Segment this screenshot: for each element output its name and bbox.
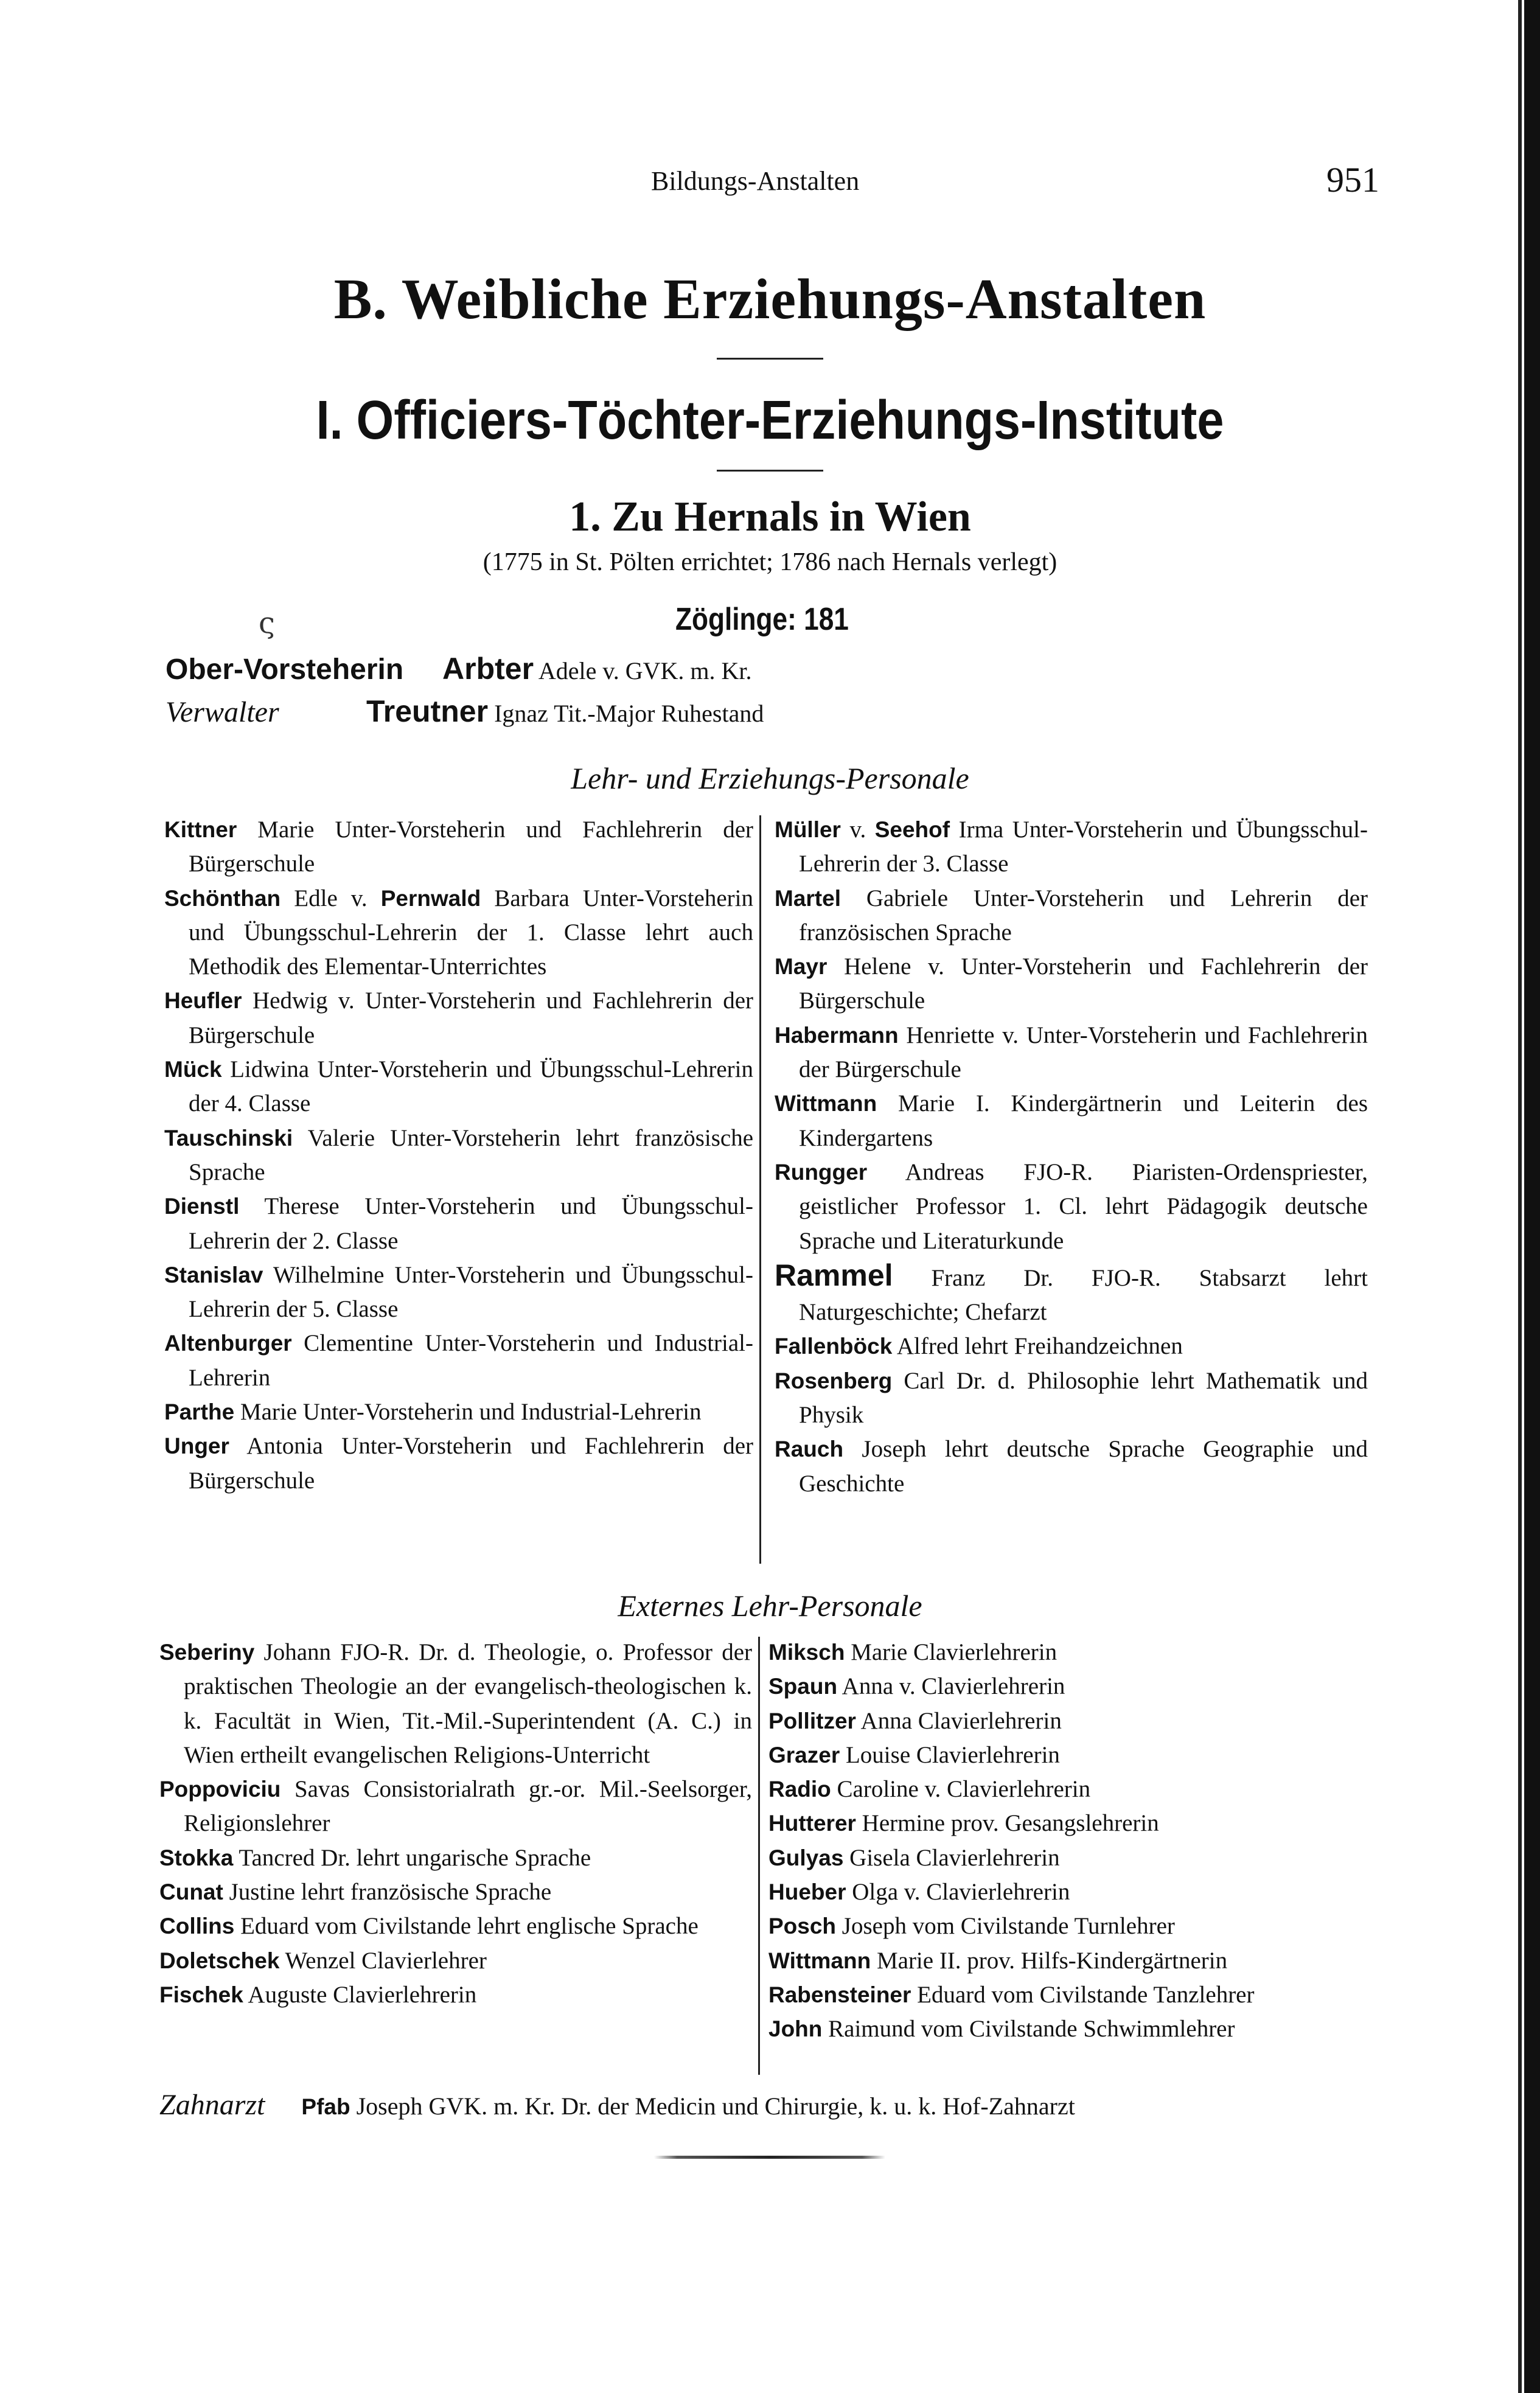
title-rule-2 xyxy=(717,470,823,472)
list-item xyxy=(768,1704,1377,1738)
column-divider xyxy=(758,1637,760,2075)
person-name: Rabensteiner xyxy=(768,1982,911,2007)
staff-heading: Lehr- und Erziehungs-Personale xyxy=(571,761,969,795)
person-name: Pollitzer xyxy=(768,1708,856,1733)
person-name: Mayr xyxy=(775,954,827,980)
person-details: Therese Unter-Vorsteherin und Übungsschul-Lehrerin der 2. Classe xyxy=(189,1193,753,1254)
list-item xyxy=(768,1806,1377,1841)
list-item xyxy=(159,1944,752,1978)
list-item xyxy=(768,1841,1377,1875)
list-item xyxy=(164,1326,753,1395)
list-item xyxy=(164,1258,753,1327)
person-name: Parthe xyxy=(164,1399,235,1425)
person-details: Justine lehrt französische Sprache xyxy=(229,1879,552,1906)
person-name: Rauch xyxy=(775,1437,844,1462)
person-details: Wilhelmine Unter-Vorsteherin und Übungsschul-Lehrerin der 5. Classe xyxy=(189,1261,753,1323)
person-name: Rammel xyxy=(775,1258,893,1292)
main-title: B. Weibliche Erziehungs-Anstalten xyxy=(333,268,1207,331)
list-item xyxy=(159,1772,752,1841)
list-item xyxy=(775,882,1368,950)
list-item xyxy=(775,1432,1368,1501)
person-details: Louise Clavierlehrerin xyxy=(845,1741,1060,1768)
person-details: Gabriele Unter-Vorsteherin und Lehrerin der französischen Sprache xyxy=(799,885,1368,946)
list-item xyxy=(768,1738,1377,1772)
person-name: Spaun xyxy=(768,1674,838,1699)
official-details: Ignaz Tit.-Major Ruhestand xyxy=(494,700,764,727)
person-details: Anna Clavierlehrerin xyxy=(860,1707,1062,1734)
person-details: Joseph GVK. m. Kr. Dr. der Medicin und Chirurgie, k. u. k. Hof-Zahnarzt xyxy=(356,2092,1075,2120)
person-name: Dienstl xyxy=(164,1194,240,1219)
dentist-row xyxy=(159,2088,1075,2122)
person-name: Altenburger xyxy=(164,1331,292,1356)
official-name: Arbter xyxy=(442,652,534,686)
list-item xyxy=(164,1190,753,1258)
list-item xyxy=(768,1635,1377,1670)
title-rule-1 xyxy=(717,358,823,360)
list-item xyxy=(164,1429,753,1498)
column-divider xyxy=(759,815,761,1564)
person-details: Eduard vom Civilstande Tanzlehrer xyxy=(917,1981,1255,2008)
person-details: Marie I. Kindergärtnerin und Leiterin des Kindergartens xyxy=(799,1090,1368,1151)
list-item xyxy=(775,813,1368,882)
person-details: Clementine Unter-Vorsteherin und Industrial-Lehrerin xyxy=(189,1330,753,1391)
list-item xyxy=(768,1670,1377,1704)
external-right-column xyxy=(768,1635,1377,2047)
person-details: Helene v. Unter-Vorsteherin und Fachlehrerin der Bürgerschule xyxy=(799,953,1368,1014)
person-name: Miksch xyxy=(768,1640,845,1665)
list-item xyxy=(775,1019,1368,1087)
list-item xyxy=(159,1841,752,1875)
institute-subtitle: (1775 in St. Pölten errichtet; 1786 nach Hernals verlegt) xyxy=(483,548,1057,576)
person-name: John xyxy=(768,2016,823,2042)
person-name: Kittner xyxy=(164,817,237,842)
scan-border xyxy=(1524,0,1540,2393)
person-name: Fallenböck xyxy=(775,1334,893,1359)
list-item xyxy=(775,1329,1368,1364)
person-details: Marie Unter-Vorsteherin und Industrial-Lehrerin xyxy=(240,1399,702,1426)
external-heading: Externes Lehr-Personale xyxy=(618,1589,922,1623)
list-item xyxy=(164,813,753,882)
person-name: Tauschinski xyxy=(164,1125,293,1151)
person-name: Heufler xyxy=(164,988,242,1014)
person-details: Gisela Clavierlehrerin xyxy=(849,1844,1060,1871)
external-left-column xyxy=(159,1635,752,2012)
list-item xyxy=(159,1875,752,1909)
person-details: v. xyxy=(849,817,866,843)
person-name: Rungger xyxy=(775,1159,868,1185)
list-item xyxy=(164,882,753,984)
person-name: Seberiny xyxy=(159,1640,255,1665)
person-details: Tancred Dr. lehrt ungarische Sprache xyxy=(239,1844,591,1871)
person-name: Unger xyxy=(164,1433,229,1459)
person-details: Irma Unter-Vorsteherin und Übungsschul-Lehrerin der 3. Classe xyxy=(799,817,1368,877)
person-name: Hueber xyxy=(768,1879,846,1905)
person-details: Olga v. Clavierlehrerin xyxy=(852,1879,1070,1906)
person-name: Habermann xyxy=(775,1022,899,1048)
official-row xyxy=(165,694,764,729)
person-details: Edle v. xyxy=(294,885,368,911)
official-name: Treutner xyxy=(366,694,489,728)
person-name: Wittmann xyxy=(775,1091,877,1116)
list-item xyxy=(768,1944,1377,1978)
person-name: Grazer xyxy=(768,1742,840,1768)
person-name: Collins xyxy=(159,1914,235,1939)
person-details: Savas Consistorialrath gr.-or. Mil.-Seelsorger, Religionslehrer xyxy=(184,1776,752,1837)
list-item xyxy=(775,1364,1368,1433)
person-details: Wenzel Clavierlehrer xyxy=(285,1947,487,1974)
person-details: Barbara Unter-Vorsteherin und Übungsschul-Lehrerin der 1. Classe lehrt auch Methodik des Elementar-Unterrichtes xyxy=(189,885,753,980)
person-details: Carl Dr. d. Philosophie lehrt Mathematik und Physik xyxy=(799,1367,1368,1429)
list-item xyxy=(164,1053,753,1121)
person-details: Joseph vom Civilstande Turnlehrer xyxy=(841,1913,1175,1940)
person-details: Valerie Unter-Vorsteherin lehrt französische Sprache xyxy=(189,1124,754,1185)
person-name: Poppoviciu xyxy=(159,1777,281,1802)
person-details: Auguste Clavierlehrerin xyxy=(248,1981,477,2008)
section-title: I. Officiers-Töchter-Erziehungs-Institute xyxy=(316,390,1224,451)
person-details: Joseph lehrt deutsche Sprache Geographie und Geschichte xyxy=(799,1436,1368,1497)
person-details: Johann FJO-R. Dr. d. Theologie, o. Professor der praktischen Theologie an der evangelisch-theologischen k. k. Facultät in Wien, Tit.-Mil.-Superintendent (A. C.) in Wien ertheilt evangelischen Religions-Unterricht xyxy=(184,1639,753,1768)
person-details: Lidwina Unter-Vorsteherin und Übungsschul-Lehrerin der 4. Classe xyxy=(189,1056,753,1117)
list-item xyxy=(159,1635,752,1772)
list-item xyxy=(768,1909,1377,1943)
person-name: Pfab xyxy=(301,2094,350,2119)
person-details: Franz Dr. FJO-R. Stabsarzt lehrt Naturgeschichte; Chefarzt xyxy=(799,1264,1368,1326)
person-name: Pernwald xyxy=(380,885,481,911)
end-rule xyxy=(654,2156,885,2159)
list-item xyxy=(768,2012,1377,2046)
person-details: Marie II. prov. Hilfs-Kindergärtnerin xyxy=(876,1947,1228,1974)
list-item xyxy=(768,1772,1377,1806)
official-row xyxy=(165,651,752,686)
person-details: Alfred lehrt Freihandzeichnen xyxy=(896,1333,1183,1360)
staff-right-column xyxy=(775,813,1368,1501)
person-details: Raimund vom Civilstande Schwimmlehrer xyxy=(828,2016,1235,2043)
person-name: Radio xyxy=(768,1777,831,1802)
person-name: Cunat xyxy=(159,1879,223,1905)
person-name: Stanislav xyxy=(164,1262,263,1287)
list-item xyxy=(159,1909,752,1943)
dentist-role: Zahnarzt xyxy=(159,2089,265,2121)
list-item xyxy=(164,1121,753,1190)
person-name: Müller xyxy=(775,817,841,842)
person-name: Stokka xyxy=(159,1845,234,1870)
person-name: Mück xyxy=(164,1057,222,1082)
person-name: Rosenberg xyxy=(775,1368,893,1393)
staff-left-column xyxy=(164,813,753,1498)
person-details: Andreas FJO-R. Piaristen-Ordenspriester, geistlicher Professor 1. Cl. lehrt Pädagogik deutsche Sprache und Literaturkunde xyxy=(799,1158,1368,1254)
person-name: Gulyas xyxy=(768,1845,844,1870)
scan-border-inner xyxy=(1518,0,1522,2393)
person-details: Hedwig v. Unter-Vorsteherin und Fachlehrerin der Bürgerschule xyxy=(189,988,754,1048)
person-details: Henriette v. Unter-Vorsteherin und Fachlehrerin der Bürgerschule xyxy=(799,1022,1368,1083)
person-name: Seehof xyxy=(874,817,950,842)
page-number: 951 xyxy=(1326,160,1379,200)
official-details: Adele v. GVK. m. Kr. xyxy=(538,657,752,684)
person-details: Caroline v. Clavierlehrerin xyxy=(837,1776,1091,1803)
person-name: Wittmann xyxy=(768,1948,871,1973)
margin-mark: ς xyxy=(259,606,275,640)
list-item xyxy=(164,1395,753,1429)
person-name: Fischek xyxy=(159,1982,243,2007)
person-details: Eduard vom Civilstande lehrt englische Sprache xyxy=(240,1913,699,1940)
person-name: Hutterer xyxy=(768,1811,856,1836)
person-details: Antonia Unter-Vorsteherin und Fachlehrerin der Bürgerschule xyxy=(189,1433,753,1494)
institute-title: 1. Zu Hernals in Wien xyxy=(569,493,971,540)
official-role: Verwalter xyxy=(165,696,279,728)
official-role: Ober-Vorsteherin xyxy=(165,653,404,686)
list-item xyxy=(159,1978,752,2012)
person-name: Posch xyxy=(768,1914,837,1939)
running-title: Bildungs-Anstalten xyxy=(651,166,860,196)
person-name: Martel xyxy=(775,885,841,911)
person-details: Hermine prov. Gesangslehrerin xyxy=(862,1810,1159,1837)
person-name: Schönthan xyxy=(164,885,281,911)
list-item xyxy=(768,1875,1377,1909)
list-item xyxy=(775,1087,1368,1155)
list-item xyxy=(775,950,1368,1019)
list-item xyxy=(775,1155,1368,1258)
list-item xyxy=(775,1258,1368,1330)
person-details: Marie Clavierlehrerin xyxy=(851,1639,1057,1665)
pupil-count: Zöglinge: 181 xyxy=(675,602,849,637)
list-item xyxy=(768,1978,1377,2012)
list-item xyxy=(164,984,753,1053)
person-name: Doletschek xyxy=(159,1948,280,1973)
person-details: Marie Unter-Vorsteherin und Fachlehrerin der Bürgerschule xyxy=(189,817,754,877)
person-details: Anna v. Clavierlehrerin xyxy=(841,1673,1065,1700)
